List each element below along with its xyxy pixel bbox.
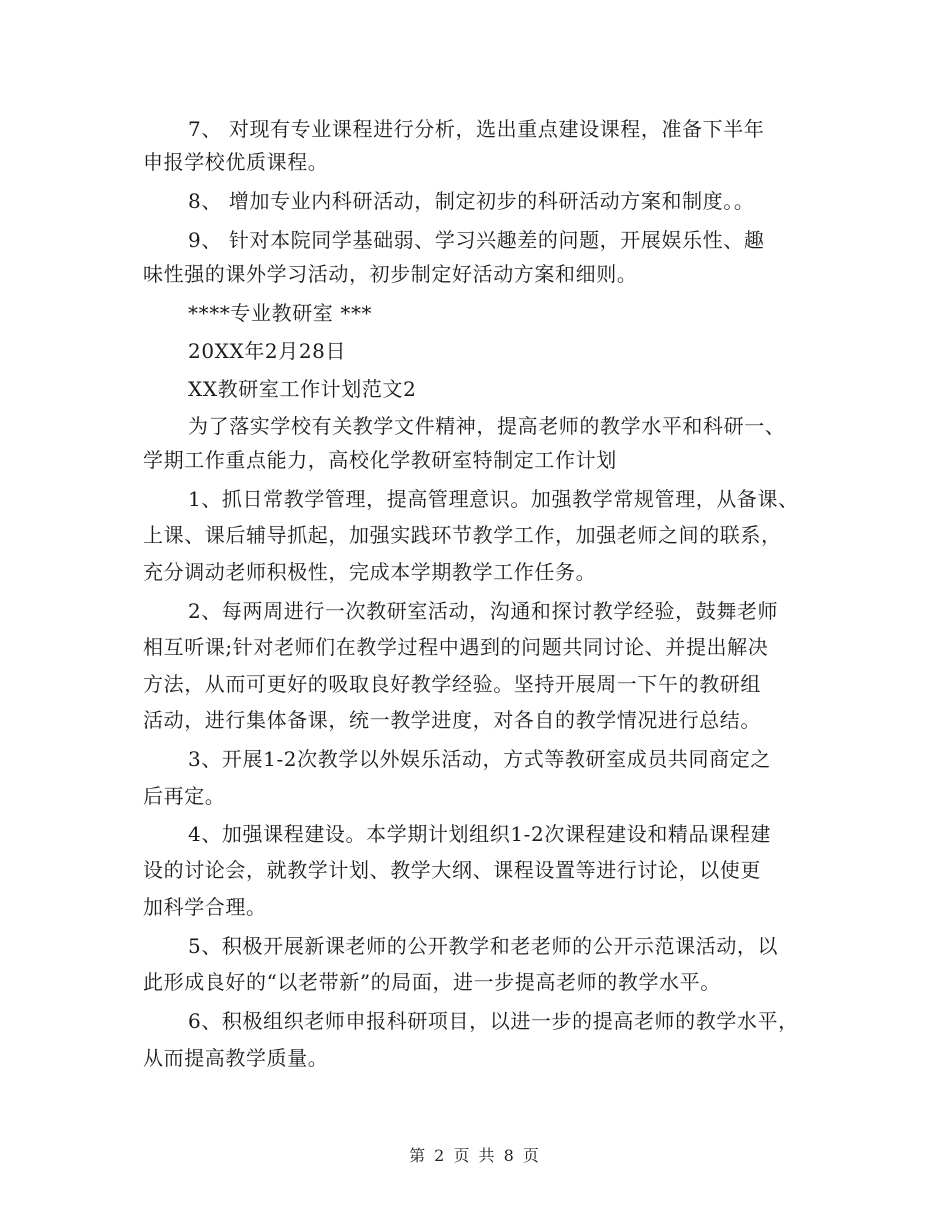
- text-line: 3、开展1-2次教学以外娱乐活动，方式等教研室成员共同商定之: [188, 747, 771, 771]
- text-line: 学期工作重点能力，高校化学教研室特制定工作计划: [143, 448, 617, 472]
- page-number-footer: 第 2 页 共 8 页: [409, 1146, 541, 1165]
- text-line: 方法，从而可更好的吸取良好教学经验。坚持开展周一下午的教研组: [143, 672, 761, 696]
- text-line: ****专业教研室 ***: [188, 301, 373, 325]
- text-line: 活动，进行集体备课，统一教学进度，对各自的教学情况进行总结。: [143, 708, 761, 732]
- text-line: 8、 增加专业内科研活动，制定初步的科研活动方案和制度。。: [188, 189, 755, 213]
- text-line: 此形成良好的“以老带新”的局面，进一步提高老师的教学水平。: [143, 970, 721, 994]
- text-line: 5、积极开展新课老师的公开教学和老老师的公开示范课活动，以: [188, 934, 779, 958]
- text-line: 加科学合理。: [143, 895, 267, 919]
- text-line: 从而提高教学质量。: [143, 1046, 329, 1070]
- text-line: 2、每两周进行一次教研室活动，沟通和探讨教学经验，鼓舞老师: [188, 599, 779, 623]
- text-line: 为了落实学校有关教学文件精神，提高老师的教学水平和科研一、: [188, 414, 786, 438]
- text-line: 申报学校优质课程。: [143, 150, 329, 174]
- text-line: 4、加强课程建设。本学期计划组织1-2次课程建设和精品课程建: [188, 822, 771, 846]
- text-line: 后再定。: [143, 784, 226, 808]
- text-line: 相互听课;针对老师们在教学过程中遇到的问题共同讨论、并提出解决: [143, 635, 769, 659]
- text-line: 9、 针对本院同学基础弱、学习兴趣差的问题，开展娱乐性、趣: [188, 228, 765, 252]
- text-line: 6、积极组织老师申报科研项目，以进一步的提高老师的教学水平，: [188, 1009, 799, 1033]
- text-line: 充分调动老师积极性，完成本学期教学工作任务。: [143, 560, 597, 584]
- text-line: 20XX年2月28日: [188, 339, 347, 363]
- text-line: XX教研室工作计划范文2: [188, 377, 417, 401]
- text-line: 设的讨论会，就教学计划、教学大纲、课程设置等进行讨论，以使更: [143, 858, 761, 882]
- text-line: 味性强的课外学习活动，初步制定好活动方案和细则。: [143, 262, 638, 286]
- text-line: 上课、课后辅导抓起，加强实践环节教学工作，加强老师之间的联系，: [143, 523, 782, 547]
- text-line: 1、抓日常教学管理，提高管理意识。加强教学常规管理，从备课、: [188, 487, 799, 511]
- text-line: 7、 对现有专业课程进行分析，选出重点建设课程，准备下半年: [188, 117, 765, 141]
